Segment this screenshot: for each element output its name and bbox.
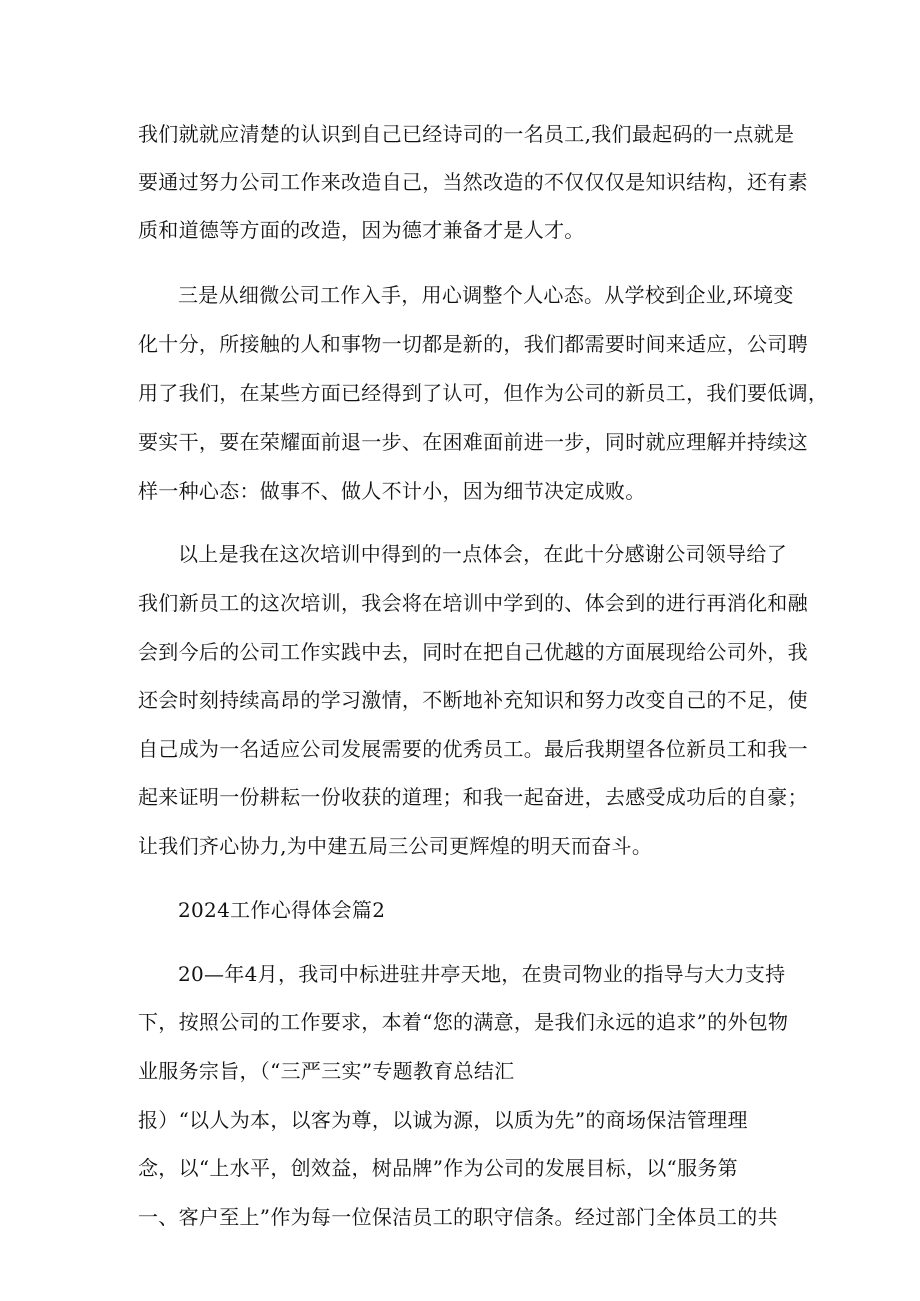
paragraph-line: 化十分，所接触的人和事物一切都是新的，我们都需要时间来适应，公司聘 — [138, 332, 808, 356]
paragraph-line: 一、客户至上”作为每一位保洁员工的职守信条。经过部门全体员工的共 — [138, 1205, 778, 1229]
paragraph-line: 我们就就应清楚的认识到自己已经诗司的一名员工,我们最起码的一点就是 — [138, 122, 795, 146]
paragraph-line: 下，按照公司的工作要求，本着“您的满意，是我们永远的追求”的外包物 — [138, 1010, 789, 1034]
paragraph-line: 三是从细微公司工作入手，用心调整个人心态。从学校到企业,环境变 — [178, 283, 794, 307]
paragraph-line: 用了我们，在某些方面已经得到了认可，但作为公司的新员工，我们要低调， — [138, 381, 829, 405]
paragraph-line: 会到今后的公司工作实践中去，同时在把自己优越的方面展现给公司外，我 — [138, 640, 808, 664]
paragraph-line: 我们新员工的这次培训，我会将在培训中学到的、体会到的进行再消化和融 — [138, 591, 808, 615]
paragraph-line: 样一种心态：做事不、做人不计小，因为细节决定成败。 — [138, 479, 646, 503]
paragraph-line: 20—年4月，我司中标进驻井亭天地，在贵司物业的指导与大力支持 — [178, 962, 786, 986]
paragraph-line: 要通过努力公司工作来改造自己，当然改造的不仅仅仅是知识结构，还有素 — [138, 170, 808, 194]
paragraph-line: 要实干，要在荣耀面前退一步、在困难面前进一步，同时就应理解并持续这 — [138, 430, 808, 454]
paragraph-line: 自己成为一名适应公司发展需要的优秀员工。最后我期望各位新员工和我一 — [138, 737, 808, 761]
section-heading: 2024工作心得体会篇2 — [178, 898, 386, 922]
paragraph-line: 业服务宗旨，（“三严三实”专题教育总结汇 — [138, 1059, 515, 1083]
paragraph-line: 报）“以人为本，以客为尊，以诚为源，以质为先”的商场保洁管理理 — [138, 1108, 748, 1132]
paragraph-line: 以上是我在这次培训中得到的一点体会，在此十分感谢公司领导给了 — [178, 542, 787, 566]
paragraph-line: 念，以“上水平，创效益，树品牌”作为公司的发展目标，以“服务第 — [138, 1156, 738, 1180]
paragraph-line: 还会时刻持续高昂的学习激情，不断地补充知识和努力改变自己的不足，使 — [138, 688, 808, 712]
paragraph-line: 质和道德等方面的改造，因为德才兼备才是人才。 — [138, 218, 585, 242]
paragraph-line: 起来证明一份耕耘一份收获的道理；和我一起奋进，去感受成功后的自豪； — [138, 785, 808, 809]
paragraph-line: 让我们齐心协力,为中建五局三公司更辉煌的明天而奋斗。 — [138, 834, 653, 858]
